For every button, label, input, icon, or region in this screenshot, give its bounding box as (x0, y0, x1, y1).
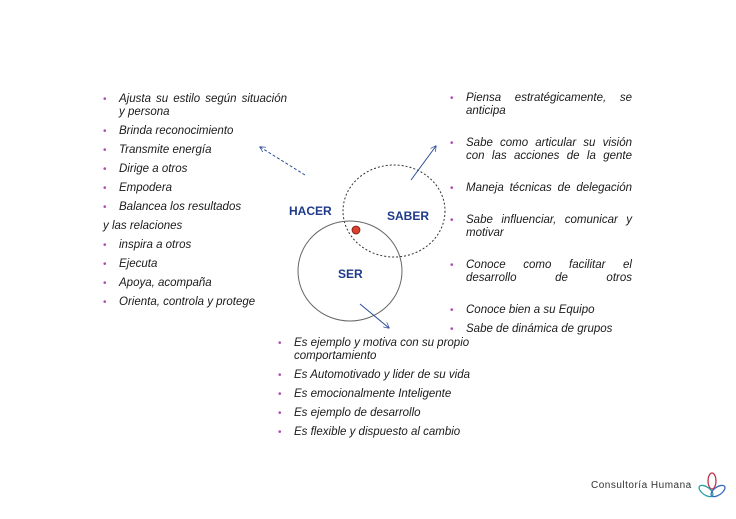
list-item: • Es ejemplo y motiva con su propio comportamiento (278, 337, 470, 362)
arrow-ser (360, 304, 389, 328)
list-item: • Balancea los resultados (103, 201, 242, 213)
bullet: • (278, 408, 282, 419)
bullet: • (103, 183, 107, 194)
hacer-list (103, 93, 287, 315)
list-item: • Es ejemplo de desarrollo (278, 407, 421, 419)
bullet: • (278, 427, 282, 438)
bullet: • (450, 138, 454, 149)
bullet: • (103, 126, 107, 137)
bullet: • (103, 202, 107, 213)
list-item: • Piensa estratégicamente, se anticipa (450, 92, 632, 117)
center-dot (352, 226, 360, 234)
list-item: • Brinda reconocimiento (103, 125, 234, 137)
bullet: • (450, 215, 454, 226)
bullet: • (450, 305, 454, 316)
list-item: • Dirige a otros (103, 163, 188, 175)
list-item: • Orienta, controla y protege (103, 296, 256, 308)
list-item: • Es flexible y dispuesto al cambio (278, 426, 461, 438)
bullet: • (103, 145, 107, 156)
list-item-continuation: y las relaciones (103, 220, 183, 232)
bullet: • (103, 240, 107, 251)
logo-text: Consultoría Humana (591, 480, 692, 491)
list-item: • Conoce como facilitar el desarrollo de otros (450, 259, 632, 284)
bullet: • (450, 93, 454, 104)
arrow-saber (411, 146, 436, 180)
bullet: • (278, 370, 282, 381)
bullet: • (450, 260, 454, 271)
list-item: • Sabe como articular su visión con las acciones de la gente (450, 137, 632, 162)
list-item: • Ajusta su estilo según situación y persona (103, 93, 287, 118)
list-item: • Maneja técnicas de delegación (450, 182, 632, 194)
list-item: • inspira a otros (103, 239, 192, 251)
bullet: • (278, 338, 282, 349)
bullet: • (103, 94, 107, 105)
logo-mark (697, 473, 727, 499)
bullet: • (450, 324, 454, 335)
list-item: • Es emocionalmente Inteligente (278, 388, 452, 400)
saber-label: SABER (387, 209, 430, 223)
bullet: • (278, 389, 282, 400)
bullet: • (103, 164, 107, 175)
saber-list (450, 92, 632, 342)
ser-list (278, 337, 508, 445)
bullet: • (103, 278, 107, 289)
list-item: • Empodera (103, 182, 173, 194)
list-item: • Conoce bien a su Equipo (450, 304, 595, 316)
hacer-label: HACER (289, 204, 332, 218)
list-item: • Ejecuta (103, 258, 158, 270)
list-item: • Es Automotivado y lider de su vida (278, 369, 470, 381)
list-item: • Sabe influenciar, comunicar y motivar (450, 214, 632, 239)
bullet: • (103, 297, 107, 308)
bullet: • (450, 183, 454, 194)
list-item: • Sabe de dinámica de grupos (450, 323, 613, 335)
bullet: • (103, 259, 107, 270)
ser-label: SER (338, 267, 363, 281)
list-item: • Transmite energía (103, 144, 212, 156)
list-item: • Apoya, acompaña (103, 277, 212, 289)
